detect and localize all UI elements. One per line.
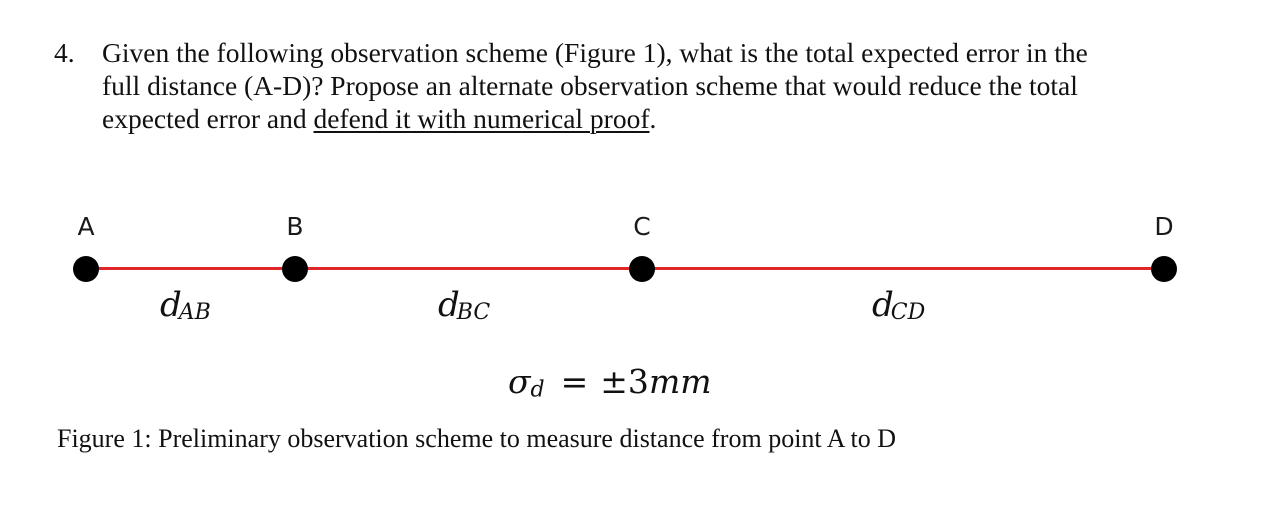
segment-line-cd [642,267,1164,270]
point-dot-a [73,256,99,282]
segment-line-bc [295,267,642,270]
sigma-equals: = [560,362,589,401]
distance-subscript: CD [890,299,926,325]
sigma-symbol: σ [508,362,531,401]
distance-symbol: d [872,285,894,325]
point-label-a: A [77,212,95,241]
point-dot-d [1151,256,1177,282]
sigma-equation [508,361,712,411]
figure-caption: Figure 1: Preliminary observation scheme to measure distance from point A to D [57,424,897,453]
distance-label-bc [438,285,490,333]
distance-subscript: BC [456,299,491,325]
point-label-d: D [1154,212,1174,241]
segment-line-ab [86,267,295,270]
point-dot-c [629,256,655,282]
distance-label-ab [160,285,211,333]
question-number: 4. [54,37,75,68]
question-text [102,36,1214,135]
sigma-value: ±3 [600,362,649,401]
sigma-unit: mm [648,362,712,401]
question-line-3-post: . [649,103,657,134]
point-dot-b [282,256,308,282]
distance-subscript: AB [178,299,211,325]
underlined-phrase: defend it with numerical proof [313,103,650,134]
question-block [54,36,1214,135]
question-line-3-pre: expected error and [102,103,314,134]
sigma-subscript: d [530,377,545,403]
point-label-b: B [286,212,304,241]
distance-label-cd [872,285,925,333]
question-line-3 [102,102,1214,135]
distance-symbol: d [438,285,460,325]
distance-symbol: d [160,285,182,325]
question-line-1: Given the following observation scheme (Figure 1), what is the total expected error in the [102,37,1088,68]
question-line-2: full distance (A-D)? Propose an alternate observation scheme that would reduce the total [102,70,1078,101]
point-label-c: C [633,212,651,241]
